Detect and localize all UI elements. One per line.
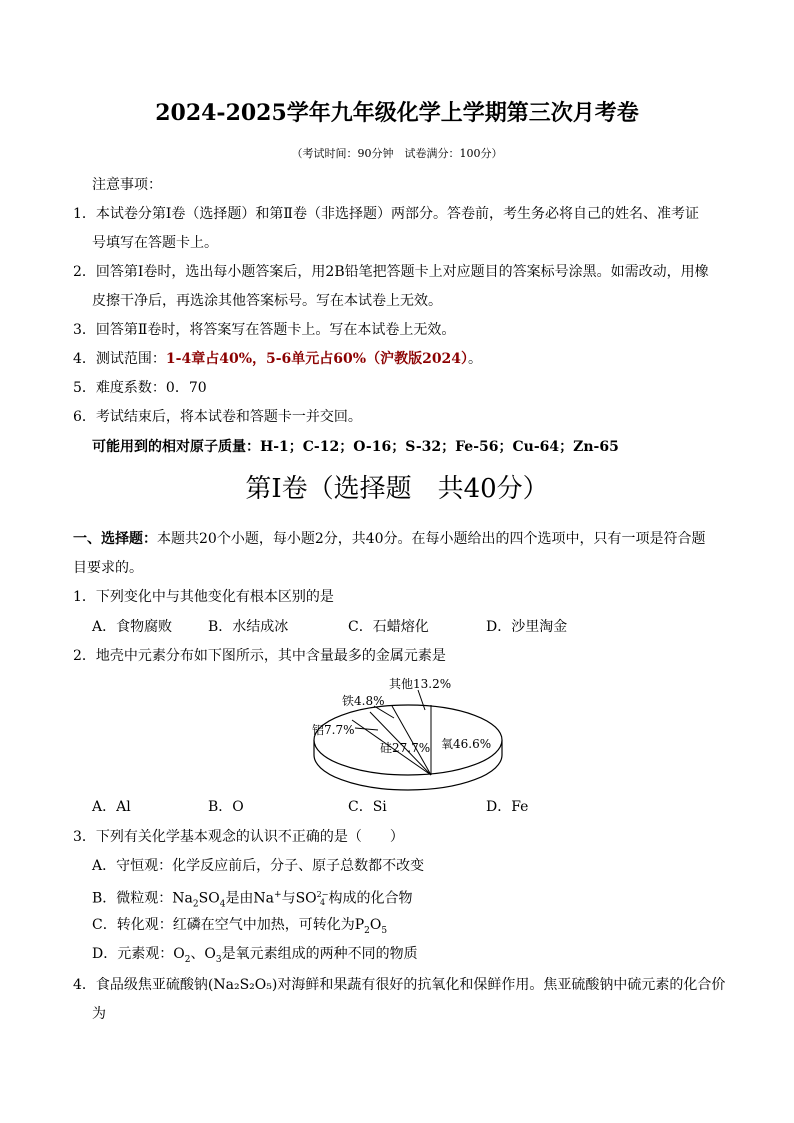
- notice-item-2-cont: 皮擦干净后，再选涂其他答案标号。写在本试卷上无效。: [92, 293, 442, 309]
- pie-label-oxygen: 氧46.6%: [441, 737, 492, 751]
- q3d-text-3: 是氧元素组成的两种不同的物质: [221, 946, 418, 962]
- item4-prefix: 4．测试范围：: [73, 351, 166, 367]
- q2-option-c: C．Si: [348, 799, 387, 815]
- q1-option-a: A．食物腐败: [92, 619, 173, 635]
- q2-option-a: A．Al: [92, 799, 131, 815]
- item4-suffix: 。: [468, 351, 483, 367]
- question-3-stem: 3．下列有关化学基本观念的认识不正确的是（ ）: [73, 829, 404, 845]
- q1-option-b: B．水结成冰: [208, 619, 289, 635]
- q3b-text-3: 是由Na: [225, 890, 275, 907]
- q3-option-b: B．微粒观：$Na_2SO_4$是由Na+与SO 2− 4 构成的化合物: [92, 889, 413, 910]
- atomic-mass-line: 可能用到的相对原子质量：H-1；C-12；O-16；S-32；Fe-56；Cu-64；Zn-65: [92, 439, 619, 455]
- q3d-text-2: 、O: [190, 946, 216, 962]
- crust-element-pie-chart: [300, 670, 510, 795]
- q3b-text-2: SO: [198, 890, 220, 907]
- notice-item-4: [73, 349, 482, 369]
- q3b-text-1: B．微粒观：Na: [92, 890, 193, 907]
- pie-label-aluminum: 铝7.7%: [312, 723, 355, 737]
- notice-item-3: 3．回答第Ⅱ卷时，将答案写在答题卡上。写在本试卷上无效。: [73, 322, 456, 338]
- exam-info: （考试时间：90分钟 试卷满分：100分）: [291, 147, 503, 160]
- q3b-text-4: 与SO: [281, 890, 317, 907]
- test-scope: 1-4章占40%，5-6单元占60%（沪教版2024）: [165, 351, 469, 367]
- notice-item-1: 1．本试卷分第Ⅰ卷（选择题）和第Ⅱ卷（非选择题）两部分。答卷前，考生务必将自己的姓名、准考证: [73, 206, 699, 222]
- question-1-stem: 1．下列变化中与其他变化有根本区别的是: [73, 589, 334, 605]
- question-2-stem: 2．地壳中元素分布如下图所示，其中含量最多的金属元素是: [73, 648, 446, 664]
- q3d-text-1: D．元素观：O: [92, 946, 185, 962]
- page-title: 2024-2025学年九年级化学上学期第三次月考卷: [155, 100, 639, 126]
- part1-intro: [73, 529, 706, 549]
- notice-item-6: 6．考试结束后，将本试卷和答题卡一并交回。: [73, 409, 362, 425]
- notice-item-2: 2．回答第Ⅰ卷时，选出每小题答案后，用2B铅笔把答题卡上对应题目的答案标号涂黑。如需改动，用橡: [73, 264, 709, 280]
- q3-option-c: C．转化观：红磷在空气中加热，可转化为$P_2O_5$: [92, 917, 388, 936]
- q1-option-d: D．沙里淘金: [486, 619, 568, 635]
- q3c-text-1: C．转化观：红磷在空气中加热，可转化为P: [92, 917, 365, 933]
- q3-option-a: A．守恒观：化学反应前后，分子、原子总数都不改变: [92, 858, 425, 874]
- part1-intro-cont: 目要求的。: [73, 560, 143, 576]
- question-4-stem: 4．食品级焦亚硫酸钠(Na₂S₂O₅)对海鲜和果蔬有很好的抗氧化和保鲜作用。焦亚硫酸钠中硫元素的化合价: [73, 977, 726, 993]
- pie-label-silicon: 硅27.7%: [380, 741, 431, 755]
- notice-item-5: 5．难度系数：0．70: [73, 380, 207, 396]
- part1-intro-text: 本题共20个小题，每小题2分，共40分。在每小题给出的四个选项中，只有一项是符合题: [157, 531, 706, 547]
- notice-item-1-cont: 号填写在答题卡上。: [92, 235, 218, 251]
- q2-option-b: B．O: [208, 799, 244, 815]
- q1-option-c: C．石蜡熔化: [348, 619, 429, 635]
- q3-option-d: D．元素观：$O_2$、$O_3$是氧元素组成的两种不同的物质: [92, 946, 418, 965]
- notice-heading: 注意事项：: [92, 177, 162, 193]
- q3c-text-2: O: [369, 917, 382, 933]
- q3b-text-5: 构成的化合物: [328, 890, 413, 907]
- section-title: 第Ⅰ卷（选择题 共40分）: [245, 474, 549, 504]
- question-4-stem-cont: 为: [92, 1006, 106, 1022]
- pie-label-other: 其他13.2%: [389, 677, 452, 691]
- part1-label: 一、选择题：: [73, 531, 157, 547]
- q2-option-d: D．Fe: [486, 799, 529, 815]
- pie-label-iron: 铁4.8%: [342, 694, 385, 708]
